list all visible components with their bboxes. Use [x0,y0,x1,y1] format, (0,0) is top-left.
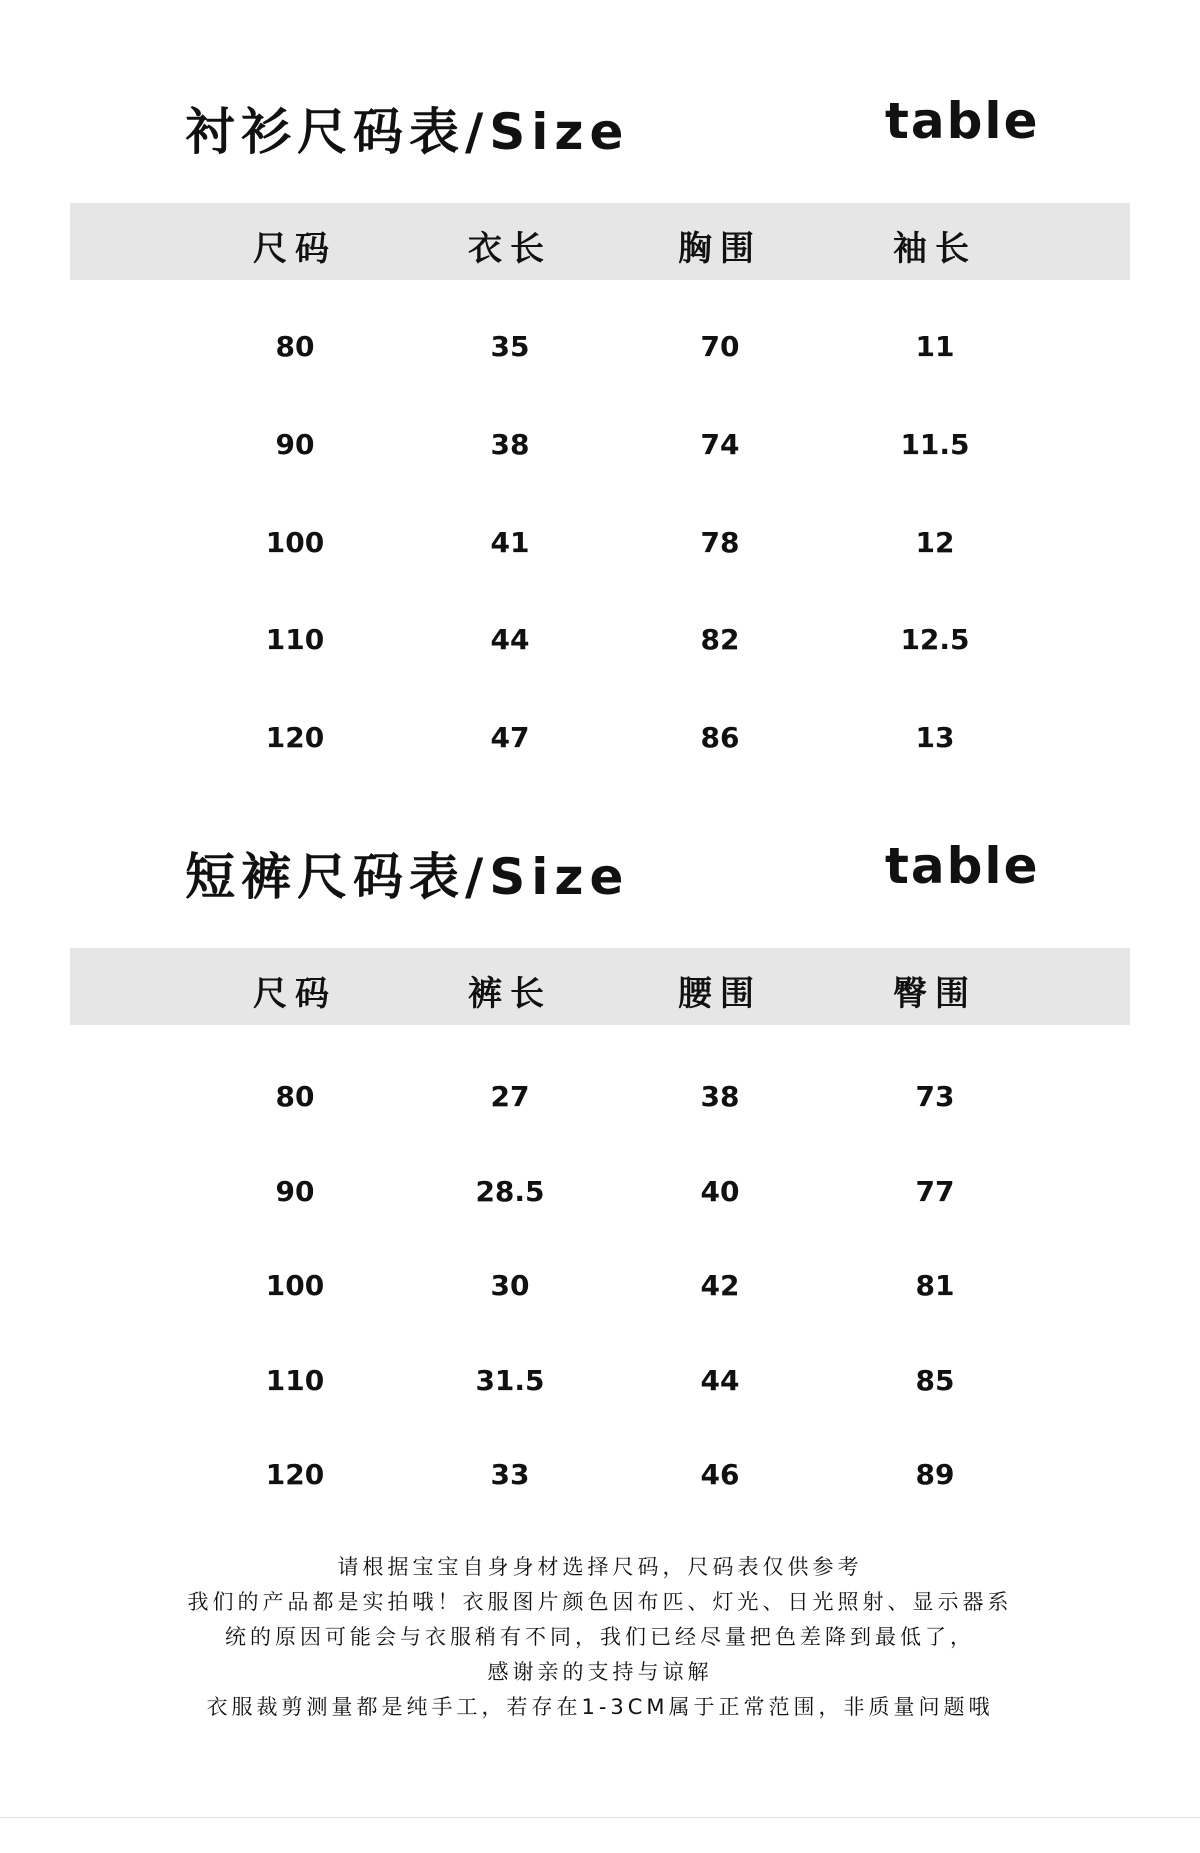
shirt-size-table-title [0,80,1200,160]
shirt-header-size: 尺码 [253,229,337,269]
shirt-cell-chest: 70 [700,330,740,363]
note-line: 统的原因可能会与衣服稍有不同，我们已经尽量把色差降到最低了， [225,1625,975,1649]
shirt-cell-length: 44 [490,623,530,656]
size-notes [0,1550,1200,1725]
shorts-cell-waist: 40 [700,1175,740,1208]
shorts-cell-hip: 89 [915,1458,955,1491]
shorts-header-hip: 臀围 [893,974,977,1014]
shorts-title-en: table [885,837,1040,895]
shirt-cell-chest: 74 [700,428,740,461]
shirt-header-sleeve: 袖长 [893,229,977,269]
shorts-cell-hip: 73 [915,1080,955,1113]
shirt-cell-length: 35 [490,330,530,363]
table-row [0,516,1200,576]
shorts-cell-size: 120 [265,1458,325,1491]
table-row [0,1354,1200,1414]
shirt-cell-sleeve: 12 [915,526,955,559]
shirt-cell-chest: 86 [700,721,740,754]
shirt-cell-size: 90 [275,428,315,461]
shorts-cell-length: 30 [490,1269,530,1302]
shorts-header-waist: 腰围 [678,974,762,1014]
shorts-cell-length: 28.5 [475,1175,545,1208]
shorts-cell-size: 100 [265,1269,325,1302]
bottom-divider [0,1817,1200,1818]
shirt-cell-chest: 82 [700,623,740,656]
table-row [0,613,1200,673]
table-row [0,1448,1200,1508]
table-row [0,1165,1200,1225]
shirt-cell-size: 100 [265,526,325,559]
shorts-cell-size: 110 [265,1364,325,1397]
shorts-cell-size: 80 [275,1080,315,1113]
shirt-table-header [70,203,1130,280]
shirt-title-en: table [885,92,1040,150]
note-line: 衣服裁剪测量都是纯手工，若存在1-3CM属于正常范围，非质量问题哦 [206,1695,994,1719]
shorts-header-length: 裤长 [468,974,552,1014]
shorts-cell-hip: 77 [915,1175,955,1208]
shorts-cell-hip: 81 [915,1269,955,1302]
shorts-cell-length: 27 [490,1080,530,1113]
shirt-cell-sleeve: 11 [915,330,955,363]
note-line: 请根据宝宝自身身材选择尺码，尺码表仅供参考 [337,1555,863,1579]
shirt-cell-length: 47 [490,721,530,754]
table-row [0,320,1200,380]
shirt-cell-size: 80 [275,330,315,363]
shorts-cell-waist: 44 [700,1364,740,1397]
shorts-cell-waist: 46 [700,1458,740,1491]
shirt-cell-sleeve: 12.5 [900,623,970,656]
shirt-cell-size: 110 [265,623,325,656]
table-row [0,1259,1200,1319]
shirt-cell-chest: 78 [700,526,740,559]
shorts-size-table-title [0,825,1200,905]
table-row [0,1070,1200,1130]
shirt-cell-length: 38 [490,428,530,461]
shorts-cell-hip: 85 [915,1364,955,1397]
shirt-header-chest: 胸围 [678,229,762,269]
shirt-cell-size: 120 [265,721,325,754]
shorts-cell-waist: 38 [700,1080,740,1113]
shorts-table-header [70,948,1130,1025]
shirt-header-length: 衣长 [468,229,552,269]
shorts-cell-length: 31.5 [475,1364,545,1397]
shorts-cell-length: 33 [490,1458,530,1491]
shirt-cell-sleeve: 11.5 [900,428,970,461]
table-row [0,418,1200,478]
shirt-cell-length: 41 [490,526,530,559]
shirt-title-cn: 衬衫尺码表/Size [185,103,630,161]
note-line: 感谢亲的支持与谅解 [487,1660,713,1684]
shorts-cell-size: 90 [275,1175,315,1208]
shorts-cell-waist: 42 [700,1269,740,1302]
shorts-header-size: 尺码 [253,974,337,1014]
shorts-title-cn: 短裤尺码表/Size [185,848,630,906]
shirt-cell-sleeve: 13 [915,721,955,754]
table-row [0,711,1200,771]
note-line: 我们的产品都是实拍哦！衣服图片颜色因布匹、灯光、日光照射、显示器系 [187,1590,1013,1614]
